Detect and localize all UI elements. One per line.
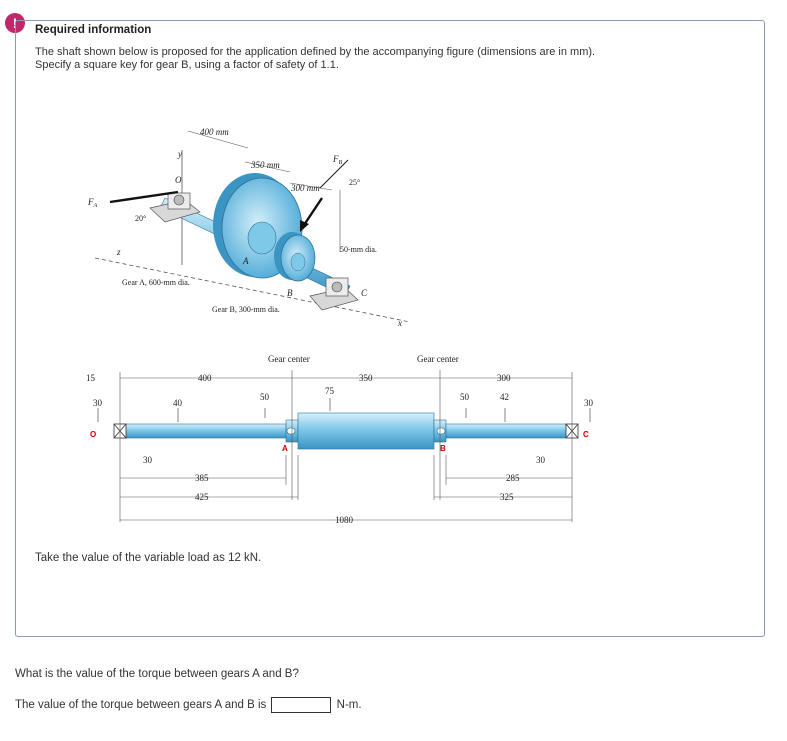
gear-center-left: Gear center <box>268 354 310 364</box>
label-y: y <box>178 149 182 159</box>
dim-400: 400 <box>198 373 212 383</box>
dimension-drawing <box>86 354 594 525</box>
label-o: O <box>175 175 182 185</box>
answer-prefix: The value of the torque between gears A and B is <box>15 699 267 712</box>
label-z: z <box>117 247 121 257</box>
gear-center-right: Gear center <box>417 354 459 364</box>
dim-30-bottom-left: 30 <box>143 455 152 465</box>
gear-b-label: Gear B, 300-mm dia. <box>212 305 280 314</box>
label-b: B <box>287 288 293 298</box>
label-a: A <box>243 256 249 266</box>
shaft-segment-left <box>120 424 286 438</box>
bearing-b-label: B <box>440 444 446 453</box>
shaft-segment-center <box>298 413 434 449</box>
dim-50-right: 50 <box>460 392 469 402</box>
dim-15: 15 <box>86 373 95 383</box>
required-information-title: Required information <box>35 24 152 36</box>
alert-icon: ! <box>5 13 25 33</box>
dim-400mm: 400 mm <box>200 127 229 137</box>
answer-row <box>15 697 362 713</box>
label-x: x <box>398 318 402 328</box>
dim-425: 425 <box>195 492 209 502</box>
dim-385: 385 <box>195 473 209 483</box>
dim-350mm: 350 mm <box>251 160 280 170</box>
label-fb: $F_B$ <box>333 154 343 166</box>
variable-load-note: Take the value of the variable load as 12 kN. <box>35 552 262 564</box>
shaft-segment-right <box>446 424 566 438</box>
dim-1080: 1080 <box>335 515 353 525</box>
answer-unit: N-m. <box>336 699 362 712</box>
dim-42: 42 <box>500 392 509 402</box>
dim-75: 75 <box>325 386 334 396</box>
dim-285: 285 <box>506 473 520 483</box>
label-c: C <box>361 288 368 298</box>
dim-40: 40 <box>173 398 182 408</box>
problem-line-2: Specify a square key for gear B, using a factor of safety of 1.1. <box>35 59 339 71</box>
gear-b-3d <box>274 232 315 281</box>
problem-line-1: The shaft shown below is proposed for the application defined by the accompanying figure (dimensions are in mm). <box>35 46 596 58</box>
label-fa: $F_A$ <box>88 197 98 209</box>
dim-30-left: 30 <box>93 398 102 408</box>
dim-30-bottom-right: 30 <box>536 455 545 465</box>
dim-300: 300 <box>497 373 511 383</box>
angle-25: 25° <box>349 178 361 187</box>
isometric-view <box>87 127 410 328</box>
dim-50-left: 50 <box>260 392 269 402</box>
dim-325: 325 <box>500 492 514 502</box>
dim-300mm: 300 mm <box>291 183 320 193</box>
angle-20: 20° <box>135 214 147 223</box>
question-text: What is the value of the torque between gears A and B? <box>15 668 299 680</box>
bearing-a-label: A <box>282 444 288 453</box>
bearing-o-label: O <box>90 430 97 439</box>
bearing-c-label: C <box>583 430 589 439</box>
dim-30-right: 30 <box>584 398 593 408</box>
torque-answer-input[interactable] <box>271 697 331 713</box>
shaft-diameter-label: 50-mm dia. <box>340 245 377 254</box>
gear-a-label: Gear A, 600-mm dia. <box>122 278 190 287</box>
dim-350: 350 <box>359 373 373 383</box>
